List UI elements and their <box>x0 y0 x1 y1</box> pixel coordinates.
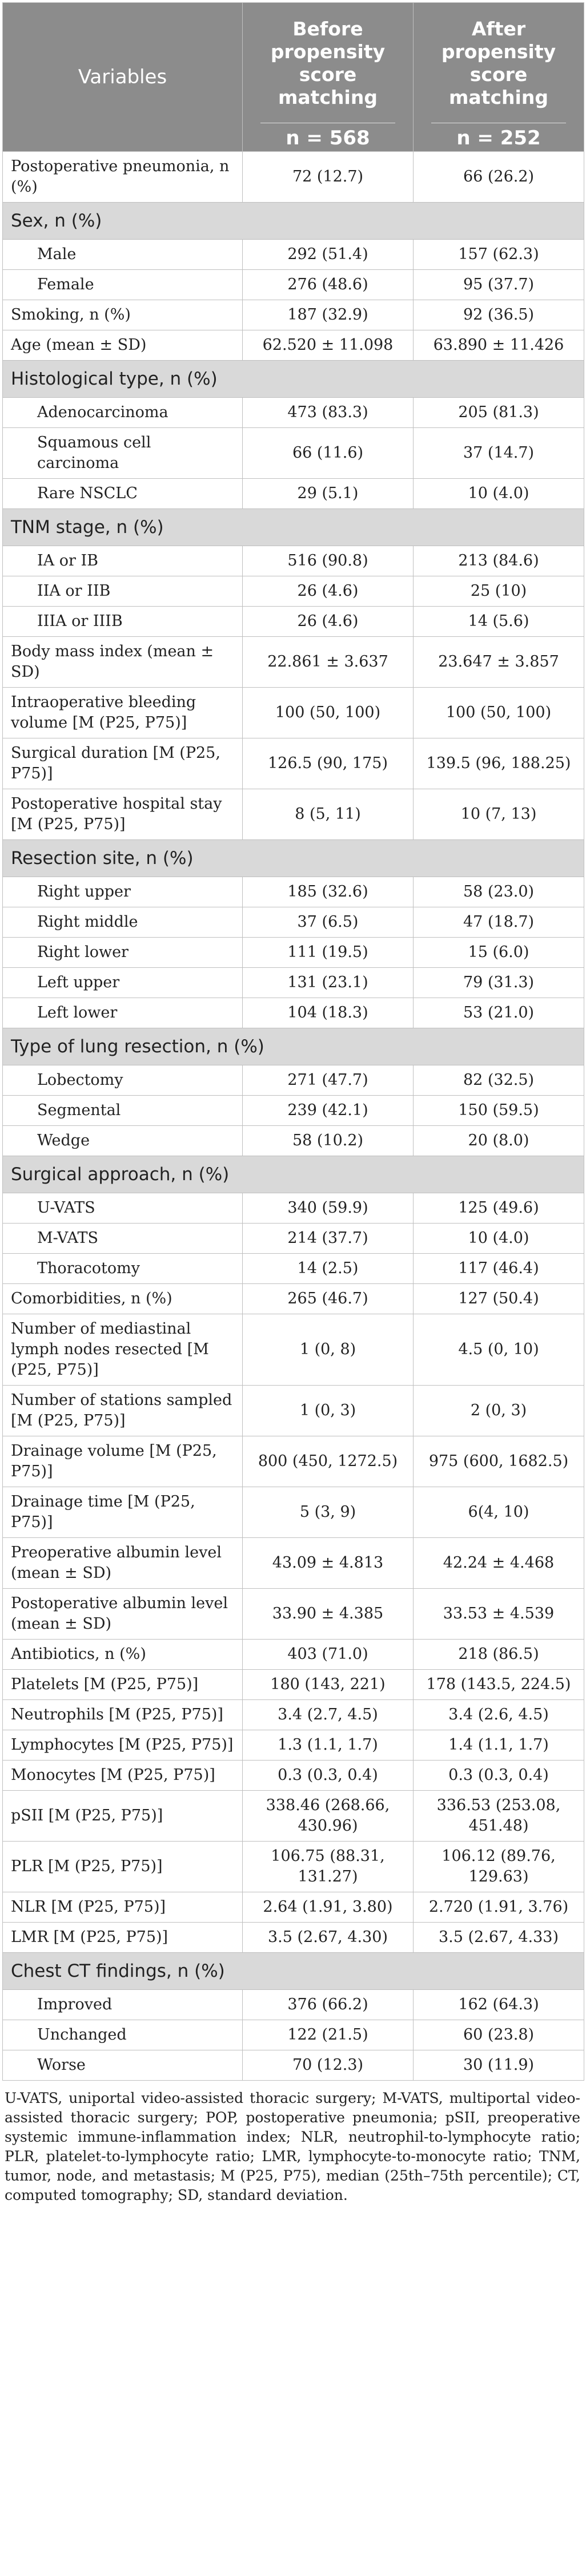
after-value: 25 (10) <box>414 576 584 607</box>
table-footnote: U-VATS, uniportal video-assisted thoracic surgery; M-VATS, multiportal video-assisted thoracic surgery; POP, postoperative pneumonia; pSII, preoperative systemic immune-inflammation index; NLR, neutrophil-to-lymphocyte ratio; PLR, platelet-to-lymphocyte ratio; LMR, lymphocyte-to-monocyte ratio; TNM, tumor, node, and metastasis; M (P25, P75), median (25th–75th percentile); CT, computed tomography; SD, standard deviation. <box>5 2090 580 2203</box>
variable-label: Improved <box>3 1990 243 2020</box>
variable-label: NLR [M (P25, P75)] <box>3 1892 243 1923</box>
after-value: 53 (21.0) <box>414 998 584 1028</box>
table-row <box>3 1761 584 1791</box>
variable-label: Right lower <box>3 938 243 968</box>
variable-label: Male <box>3 240 243 270</box>
table-subrow <box>3 1254 584 1284</box>
after-value: 92 (36.5) <box>414 300 584 330</box>
variable-label: Segmental <box>3 1096 243 1126</box>
table-row <box>3 1314 584 1386</box>
after-value: 30 (11.9) <box>414 2050 584 2081</box>
table-row <box>3 1730 584 1761</box>
table-row <box>3 1589 584 1640</box>
before-value: 800 (450, 1272.5) <box>243 1436 414 1487</box>
variable-label: Right middle <box>3 907 243 938</box>
variable-label: Lymphocytes [M (P25, P75)] <box>3 1730 243 1761</box>
variable-label: Rare NSCLC <box>3 479 243 509</box>
before-value: 180 (143, 221) <box>243 1670 414 1700</box>
after-value: 10 (4.0) <box>414 1224 584 1254</box>
variable-label: Left upper <box>3 968 243 998</box>
before-value: 122 (21.5) <box>243 2020 414 2050</box>
variable-label: U-VATS <box>3 1193 243 1224</box>
table-body <box>3 152 584 2081</box>
variable-label: Preoperative albumin level (mean ± SD) <box>3 1538 243 1589</box>
variable-label: Wedge <box>3 1126 243 1156</box>
after-value: 14 (5.6) <box>414 607 584 637</box>
after-value: 1.4 (1.1, 1.7) <box>414 1730 584 1761</box>
variable-label: Number of stations sampled [M (P25, P75)] <box>3 1386 243 1436</box>
data-table <box>2 2 584 2081</box>
after-value: 2.720 (1.91, 3.76) <box>414 1892 584 1923</box>
table-row <box>3 1700 584 1730</box>
before-value: 29 (5.1) <box>243 479 414 509</box>
table-subrow <box>3 938 584 968</box>
table-row <box>3 789 584 840</box>
variable-label: Platelets [M (P25, P75)] <box>3 1670 243 1700</box>
before-value: 62.520 ± 11.098 <box>243 330 414 361</box>
after-value: 60 (23.8) <box>414 2020 584 2050</box>
table-row <box>3 1436 584 1487</box>
after-value: 4.5 (0, 10) <box>414 1314 584 1386</box>
variable-label: PLR [M (P25, P75)] <box>3 1842 243 1892</box>
variable-label: Left lower <box>3 998 243 1028</box>
table-subrow <box>3 607 584 637</box>
before-value: 2.64 (1.91, 3.80) <box>243 1892 414 1923</box>
table-subrow <box>3 968 584 998</box>
before-value: 5 (3, 9) <box>243 1487 414 1538</box>
before-value: 239 (42.1) <box>243 1096 414 1126</box>
before-value: 185 (32.6) <box>243 877 414 907</box>
table-row <box>3 1923 584 1953</box>
section-row <box>3 203 584 240</box>
before-value: 111 (19.5) <box>243 938 414 968</box>
n-after-header <box>414 120 584 152</box>
after-value: 336.53 (253.08, 451.48) <box>414 1791 584 1842</box>
before-value: 265 (46.7) <box>243 1284 414 1314</box>
before-value: 3.4 (2.7, 4.5) <box>243 1700 414 1730</box>
table-subrow <box>3 546 584 576</box>
before-value: 104 (18.3) <box>243 998 414 1028</box>
before-value: 37 (6.5) <box>243 907 414 938</box>
variable-label: LMR [M (P25, P75)] <box>3 1923 243 1953</box>
table-row <box>3 1640 584 1670</box>
before-value: 66 (11.6) <box>243 428 414 479</box>
table-subrow <box>3 240 584 270</box>
after-value: 150 (59.5) <box>414 1096 584 1126</box>
before-value: 3.5 (2.67, 4.30) <box>243 1923 414 1953</box>
table-subrow <box>3 907 584 938</box>
n-before-header <box>243 120 414 152</box>
variable-label: Unchanged <box>3 2020 243 2050</box>
table-subrow <box>3 1065 584 1096</box>
variable-label: Drainage volume [M (P25, P75)] <box>3 1436 243 1487</box>
after-value: 139.5 (96, 188.25) <box>414 738 584 789</box>
table-subrow <box>3 877 584 907</box>
section-row <box>3 1028 584 1065</box>
variable-label: Lobectomy <box>3 1065 243 1096</box>
section-heading: Type of lung resection, n (%) <box>3 1028 584 1065</box>
before-value: 376 (66.2) <box>243 1990 414 2020</box>
before-value: 214 (37.7) <box>243 1224 414 1254</box>
variable-label: Body mass index (mean ± SD) <box>3 637 243 688</box>
after-value: 47 (18.7) <box>414 907 584 938</box>
section-heading: TNM stage, n (%) <box>3 509 584 546</box>
before-value: 340 (59.9) <box>243 1193 414 1224</box>
before-value: 1 (0, 3) <box>243 1386 414 1436</box>
variables-header: Variables <box>3 3 243 152</box>
table-subrow <box>3 2050 584 2081</box>
section-heading: Surgical approach, n (%) <box>3 1156 584 1193</box>
variable-label: M-VATS <box>3 1224 243 1254</box>
after-value: 95 (37.7) <box>414 270 584 300</box>
after-value: 10 (7, 13) <box>414 789 584 840</box>
after-value: 178 (143.5, 224.5) <box>414 1670 584 1700</box>
after-value: 157 (62.3) <box>414 240 584 270</box>
table-subrow <box>3 576 584 607</box>
before-value: 1 (0, 8) <box>243 1314 414 1386</box>
table-subrow <box>3 1096 584 1126</box>
before-value: 58 (10.2) <box>243 1126 414 1156</box>
after-value: 10 (4.0) <box>414 479 584 509</box>
before-value: 106.75 (88.31, 131.27) <box>243 1842 414 1892</box>
section-row <box>3 1953 584 1990</box>
before-value: 1.3 (1.1, 1.7) <box>243 1730 414 1761</box>
before-value: 22.861 ± 3.637 <box>243 637 414 688</box>
n-after-label: n = 252 <box>431 123 566 150</box>
after-value: 58 (23.0) <box>414 877 584 907</box>
before-value: 43.09 ± 4.813 <box>243 1538 414 1589</box>
variable-label: Antibiotics, n (%) <box>3 1640 243 1670</box>
variable-label: Age (mean ± SD) <box>3 330 243 361</box>
variable-label: Right upper <box>3 877 243 907</box>
n-before-label: n = 568 <box>260 123 395 150</box>
variable-label: Neutrophils [M (P25, P75)] <box>3 1700 243 1730</box>
table-subrow <box>3 1126 584 1156</box>
section-heading: Chest CT findings, n (%) <box>3 1953 584 1990</box>
before-value: 403 (71.0) <box>243 1640 414 1670</box>
variable-label: pSII [M (P25, P75)] <box>3 1791 243 1842</box>
after-value: 106.12 (89.76, 129.63) <box>414 1842 584 1892</box>
table-container <box>2 0 584 2205</box>
after-value: 15 (6.0) <box>414 938 584 968</box>
table-row <box>3 1284 584 1314</box>
table-row <box>3 637 584 688</box>
table-row <box>3 738 584 789</box>
after-value: 2 (0, 3) <box>414 1386 584 1436</box>
table-row <box>3 330 584 361</box>
section-heading: Histological type, n (%) <box>3 361 584 398</box>
section-heading: Sex, n (%) <box>3 203 584 240</box>
after-value: 117 (46.4) <box>414 1254 584 1284</box>
variable-label: Postoperative hospital stay [M (P25, P75)] <box>3 789 243 840</box>
after-value: 3.4 (2.6, 4.5) <box>414 1700 584 1730</box>
variable-label: Female <box>3 270 243 300</box>
table-subrow <box>3 479 584 509</box>
after-value: 100 (50, 100) <box>414 688 584 738</box>
table-subrow <box>3 1224 584 1254</box>
variable-label: Postoperative albumin level (mean ± SD) <box>3 1589 243 1640</box>
after-value: 23.647 ± 3.857 <box>414 637 584 688</box>
variable-label: Thoracotomy <box>3 1254 243 1284</box>
before-value: 187 (32.9) <box>243 300 414 330</box>
table-row <box>3 1487 584 1538</box>
before-value: 276 (48.6) <box>243 270 414 300</box>
after-value: 66 (26.2) <box>414 152 584 203</box>
before-value: 26 (4.6) <box>243 607 414 637</box>
table-subrow <box>3 998 584 1028</box>
after-value: 20 (8.0) <box>414 1126 584 1156</box>
after-value: 79 (31.3) <box>414 968 584 998</box>
before-value: 72 (12.7) <box>243 152 414 203</box>
variable-label: Drainage time [M (P25, P75)] <box>3 1487 243 1538</box>
table-header <box>3 3 584 152</box>
variable-label: Worse <box>3 2050 243 2081</box>
before-value: 131 (23.1) <box>243 968 414 998</box>
section-row <box>3 1156 584 1193</box>
variable-label: IIA or IIB <box>3 576 243 607</box>
before-value: 100 (50, 100) <box>243 688 414 738</box>
before-value: 271 (47.7) <box>243 1065 414 1096</box>
table-row <box>3 300 584 330</box>
variable-label: Comorbidities, n (%) <box>3 1284 243 1314</box>
table-row <box>3 1386 584 1436</box>
variable-label: Postoperative pneumonia, n (%) <box>3 152 243 203</box>
before-value: 33.90 ± 4.385 <box>243 1589 414 1640</box>
after-value: 975 (600, 1682.5) <box>414 1436 584 1487</box>
variable-label: IA or IB <box>3 546 243 576</box>
table-subrow <box>3 398 584 428</box>
section-heading: Resection site, n (%) <box>3 840 584 877</box>
table-row <box>3 1842 584 1892</box>
after-value: 63.890 ± 11.426 <box>414 330 584 361</box>
section-row <box>3 840 584 877</box>
variable-label: Intraoperative bleeding volume [M (P25, P75)] <box>3 688 243 738</box>
after-value: 127 (50.4) <box>414 1284 584 1314</box>
section-row <box>3 361 584 398</box>
after-value: 218 (86.5) <box>414 1640 584 1670</box>
table-subrow <box>3 2020 584 2050</box>
after-value: 6(4, 10) <box>414 1487 584 1538</box>
variable-label: Adenocarcinoma <box>3 398 243 428</box>
before-value: 292 (51.4) <box>243 240 414 270</box>
variable-label: IIIA or IIIB <box>3 607 243 637</box>
table-subrow <box>3 1193 584 1224</box>
after-value: 37 (14.7) <box>414 428 584 479</box>
table-subrow <box>3 270 584 300</box>
variable-label: Monocytes [M (P25, P75)] <box>3 1761 243 1791</box>
section-row <box>3 509 584 546</box>
before-value: 0.3 (0.3, 0.4) <box>243 1761 414 1791</box>
after-value: 3.5 (2.67, 4.33) <box>414 1923 584 1953</box>
table-subrow <box>3 1990 584 2020</box>
before-psm-header: Before propensity score matching <box>243 3 414 121</box>
after-value: 42.24 ± 4.468 <box>414 1538 584 1589</box>
before-value: 26 (4.6) <box>243 576 414 607</box>
before-value: 8 (5, 11) <box>243 789 414 840</box>
before-value: 473 (83.3) <box>243 398 414 428</box>
table-row <box>3 688 584 738</box>
after-psm-header: After propensity score matching <box>414 3 584 121</box>
variable-label: Smoking, n (%) <box>3 300 243 330</box>
before-value: 516 (90.8) <box>243 546 414 576</box>
after-value: 33.53 ± 4.539 <box>414 1589 584 1640</box>
after-value: 205 (81.3) <box>414 398 584 428</box>
after-value: 213 (84.6) <box>414 546 584 576</box>
table-row <box>3 1538 584 1589</box>
table-row <box>3 1670 584 1700</box>
table-subrow <box>3 428 584 479</box>
variable-label: Squamous cell carcinoma <box>3 428 243 479</box>
variable-label: Number of mediastinal lymph nodes resected [M (P25, P75)] <box>3 1314 243 1386</box>
table-row <box>3 1791 584 1842</box>
after-value: 0.3 (0.3, 0.4) <box>414 1761 584 1791</box>
after-value: 125 (49.6) <box>414 1193 584 1224</box>
before-value: 338.46 (268.66, 430.96) <box>243 1791 414 1842</box>
before-value: 126.5 (90, 175) <box>243 738 414 789</box>
after-value: 82 (32.5) <box>414 1065 584 1096</box>
table-row <box>3 152 584 203</box>
before-value: 14 (2.5) <box>243 1254 414 1284</box>
variable-label: Surgical duration [M (P25, P75)] <box>3 738 243 789</box>
table-row <box>3 1892 584 1923</box>
after-value: 162 (64.3) <box>414 1990 584 2020</box>
before-value: 70 (12.3) <box>243 2050 414 2081</box>
